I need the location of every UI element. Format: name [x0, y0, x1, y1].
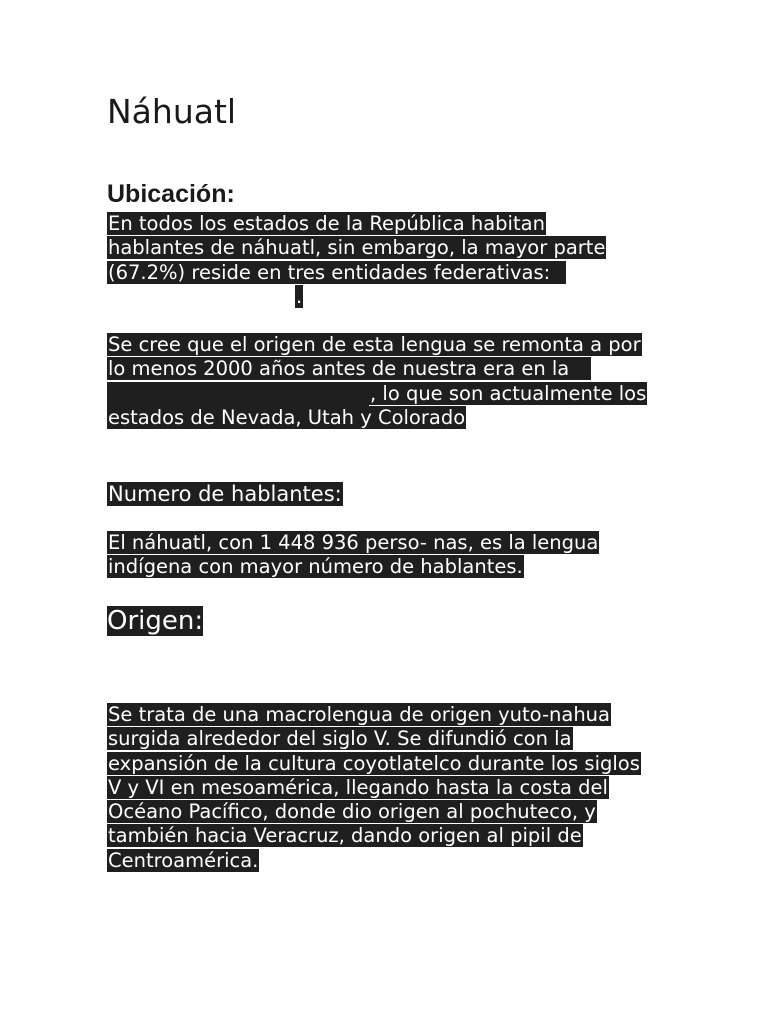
- origen-paragraph: [107, 703, 667, 873]
- hablantes-paragraph: [107, 531, 667, 580]
- hablantes-heading: Numero de hablantes:: [108, 482, 342, 506]
- origen-lengua-line-2: lo menos 2000 años antes de nuestra era en la: [107, 357, 667, 381]
- origen-lengua-line-3: , lo que son actualmente los: [107, 382, 667, 406]
- ubicacion-paragraph: [107, 212, 667, 309]
- hablantes-line-2: indígena con mayor número de hablantes.: [108, 555, 523, 579]
- origen-heading-wrap: [107, 604, 667, 638]
- origen-line-7: Centroamérica.: [108, 848, 259, 872]
- ubicacion-line-3: (67.2%) reside en tres entidades federativas:: [107, 261, 667, 285]
- origen-line-6: también hacia Veracruz, dando origen al pipil de: [108, 824, 582, 848]
- origen-lengua-line-4: estados de Nevada, Utah y Colorado: [108, 405, 466, 429]
- ubicacion-line-1: En todos los estados de la República habitan: [108, 212, 545, 235]
- document-title: Náhuatl: [107, 92, 237, 131]
- origen-heading: Origen:: [107, 606, 204, 636]
- origen-line-4: V y VI en mesoamérica, llegando hasta la costa del: [108, 775, 608, 799]
- origen-line-5: Océano Pacífico, donde dio origen al pochuteco, y: [108, 800, 596, 824]
- origen-line-3: expansión de la cultura coyotlatelco durante los siglos: [108, 751, 640, 775]
- hablantes-heading-wrap: [107, 481, 667, 507]
- ubicacion-line-4: .: [107, 285, 667, 309]
- origen-line-1: Se trata de una macrolengua de origen yuto-nahua: [108, 703, 610, 726]
- ubicacion-line-2: hablantes de náhuatl, sin embargo, la mayor parte: [108, 236, 606, 260]
- ubicacion-heading: Ubicación:: [107, 180, 235, 208]
- origen-lengua-line-1: Se cree que el origen de esta lengua se remonta a por: [108, 333, 641, 356]
- origen-lengua-paragraph: [107, 333, 667, 430]
- origen-line-2: surgida alrededor del siglo V. Se difundió con la: [108, 727, 572, 751]
- hablantes-line-1: El náhuatl, con 1 448 936 perso- nas, es la lengua: [108, 531, 599, 554]
